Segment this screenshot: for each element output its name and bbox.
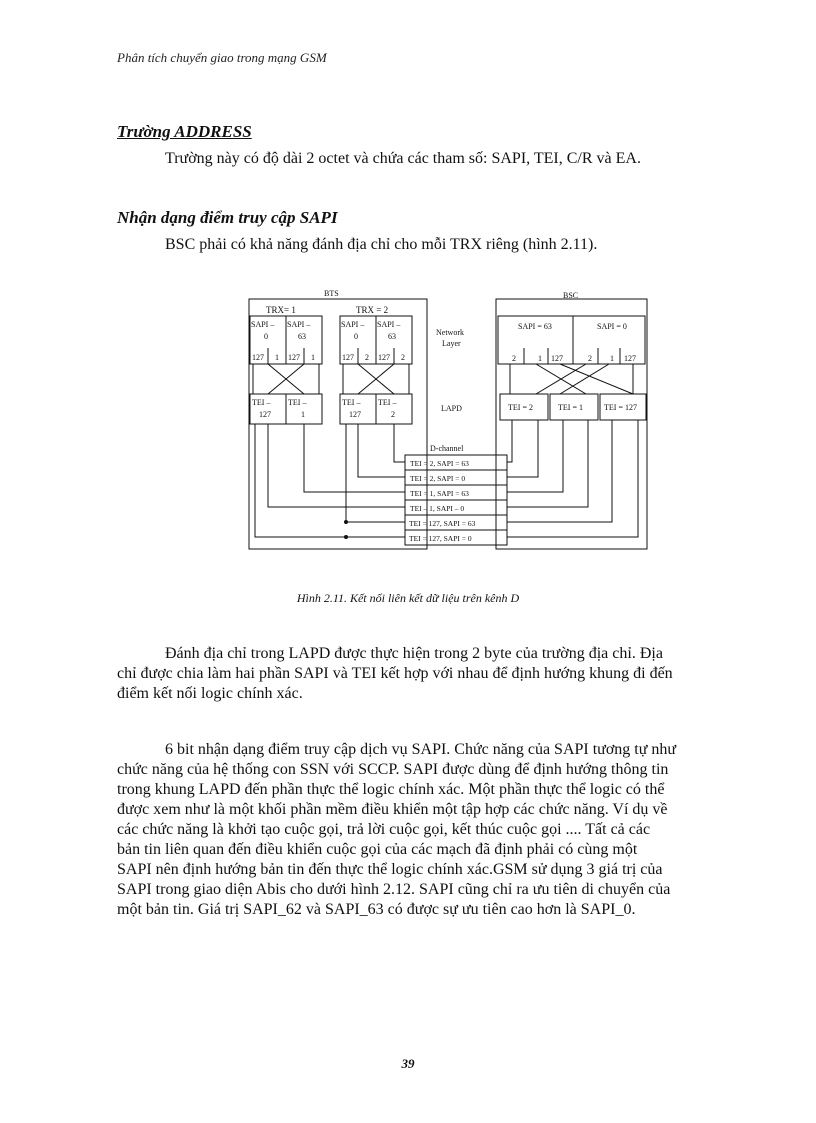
trx1-sapi63-line1: SAPI – [287,320,311,329]
paragraph-line: Đánh địa chỉ trong LAPD được thực hiện trong 2 byte của trường địa chỉ. Địa [165,645,663,662]
paragraph-line: chỉ được chia làm hai phần SAPI và TEI kết hợp với nhau để định hướng khung đi đến [117,665,673,682]
bsc-label: BSC [563,291,579,300]
bsc-num: 1 [538,354,542,363]
bsc-num: 2 [512,354,516,363]
bsc-num: 127 [551,354,563,363]
trx1-sapi63-line2: 63 [298,332,306,341]
bsc-tei-label: TEI = 1 [558,403,583,412]
paragraph-sapi [117,740,737,920]
paragraph-line: điểm kết nối logic chính xác. [117,685,303,702]
paragraph-line: SAPI nên định hướng bản tin đến thực thể logic chính xác.GSM sử dụng 3 giá trị của [117,861,663,878]
trx2-num: 127 [342,353,354,362]
bsc-frame [496,299,647,549]
paragraph-line: bản tin liên quan đến điều khiển cuộc gọi của các mạch đã định phải có cùng một [117,841,638,858]
section-title-address: Trường ADDRESS [117,122,252,141]
dchannel-label: D-channel [430,444,464,453]
bsc-sapi63-label: SAPI = 63 [518,322,552,331]
page-number: 39 [401,1056,415,1071]
trx1-tei127-line1: TEI – [252,398,271,407]
trx1-label: TRX= 1 [266,305,296,315]
trx1-sapi0-line2: 0 [264,332,268,341]
bsc-num: 2 [588,354,592,363]
running-header: Phân tích chuyển giao trong mạng GSM [117,50,327,65]
section-sapi-text: BSC phải có khả năng đánh địa chỉ cho mỗi TRX riêng (hình 2.11). [165,236,598,253]
dchannel-row: TEI = 127, SAPI = 0 [409,534,472,543]
trx2-tei2-line2: 2 [391,410,395,419]
trx2-tei2-line1: TEI – [378,398,397,407]
trx2-tei127-line2: 127 [349,410,361,419]
lapd-label: LAPD [441,404,462,413]
trx2-tei127-line1: TEI – [342,398,361,407]
paragraph-addressing [117,644,737,704]
network-layer-label: Network [436,328,464,337]
paragraph-line: chức năng của hệ thống con SSN với SCCP. SAPI được dùng để định hướng thông tin [117,761,669,778]
network-layer-label: Layer [442,339,461,348]
bsc-tei-label: TEI = 2 [508,403,533,412]
paragraph-line: 6 bit nhận dạng điểm truy cập dịch vụ SAPI. Chức năng của SAPI tương tự như [165,741,677,758]
dchannel-row: TEI = 127, SAPI = 63 [409,519,476,528]
dchannel-row: TEI = 2, SAPI = 63 [410,459,469,468]
paragraph-line: trong khung LAPD đến phần thực thể logic chính xác. Một phần thực thể logic có thể [117,781,665,798]
trx2-num: 127 [378,353,390,362]
paragraph-line: các chức năng là khởi tạo cuộc gọi, trả lời cuộc gọi, kết thúc cuộc gọi .... Tất cả các [117,821,651,838]
bsc-tei-label: TEI = 127 [604,403,637,412]
trx1-num: 1 [275,353,279,362]
trx2-num: 2 [401,353,405,362]
section-address-text: Trường này có độ dài 2 octet và chứa các tham số: SAPI, TEI, C/R và EA. [165,150,641,167]
trx2-sapi63-line2: 63 [388,332,396,341]
trx1-tei127-line2: 127 [259,410,271,419]
trx1-tei1-line2: 1 [301,410,305,419]
trx2-label: TRX = 2 [356,305,389,315]
trx1-num: 1 [311,353,315,362]
trx1-tei1-line1: TEI – [288,398,307,407]
trx2-num: 2 [365,353,369,362]
trx2-sapi0-line2: 0 [354,332,358,341]
dchannel-row: TEI = 1, SAPI = 63 [410,489,469,498]
section-title-sapi: Nhận dạng điểm truy cập SAPI [117,208,338,227]
figure-caption: Hình 2.11. Kết nối liên kết dữ liệu trên kênh D [296,591,520,605]
dchannel-row: TEI – 1, SAPI – 0 [410,504,465,513]
paragraph-line: SAPI trong giao diện Abis cho dưới hình 2.12. SAPI cũng chỉ ra ưu tiên di chuyển của [117,881,671,898]
bts-label: BTS [324,289,339,298]
lapd-connection-diagram [248,285,648,550]
bsc-num: 127 [624,354,636,363]
bsc-num: 1 [610,354,614,363]
trx1-sapi0-line1: SAPI – [251,320,275,329]
trx1-num: 127 [252,353,264,362]
trx1-num: 127 [288,353,300,362]
trx2-sapi63-line1: SAPI – [377,320,401,329]
trx2-sapi0-line1: SAPI – [341,320,365,329]
bsc-sapi0-label: SAPI = 0 [597,322,627,331]
dchannel-row: TEI = 2, SAPI = 0 [410,474,466,483]
paragraph-line: một bản tin. Giá trị SAPI_62 và SAPI_63 có được sự ưu tiên cao hơn là SAPI_0. [117,901,636,918]
paragraph-line: được xem như là một khối phần mềm điều khiển một tập hợp các chức năng. Ví dụ về [117,801,668,818]
